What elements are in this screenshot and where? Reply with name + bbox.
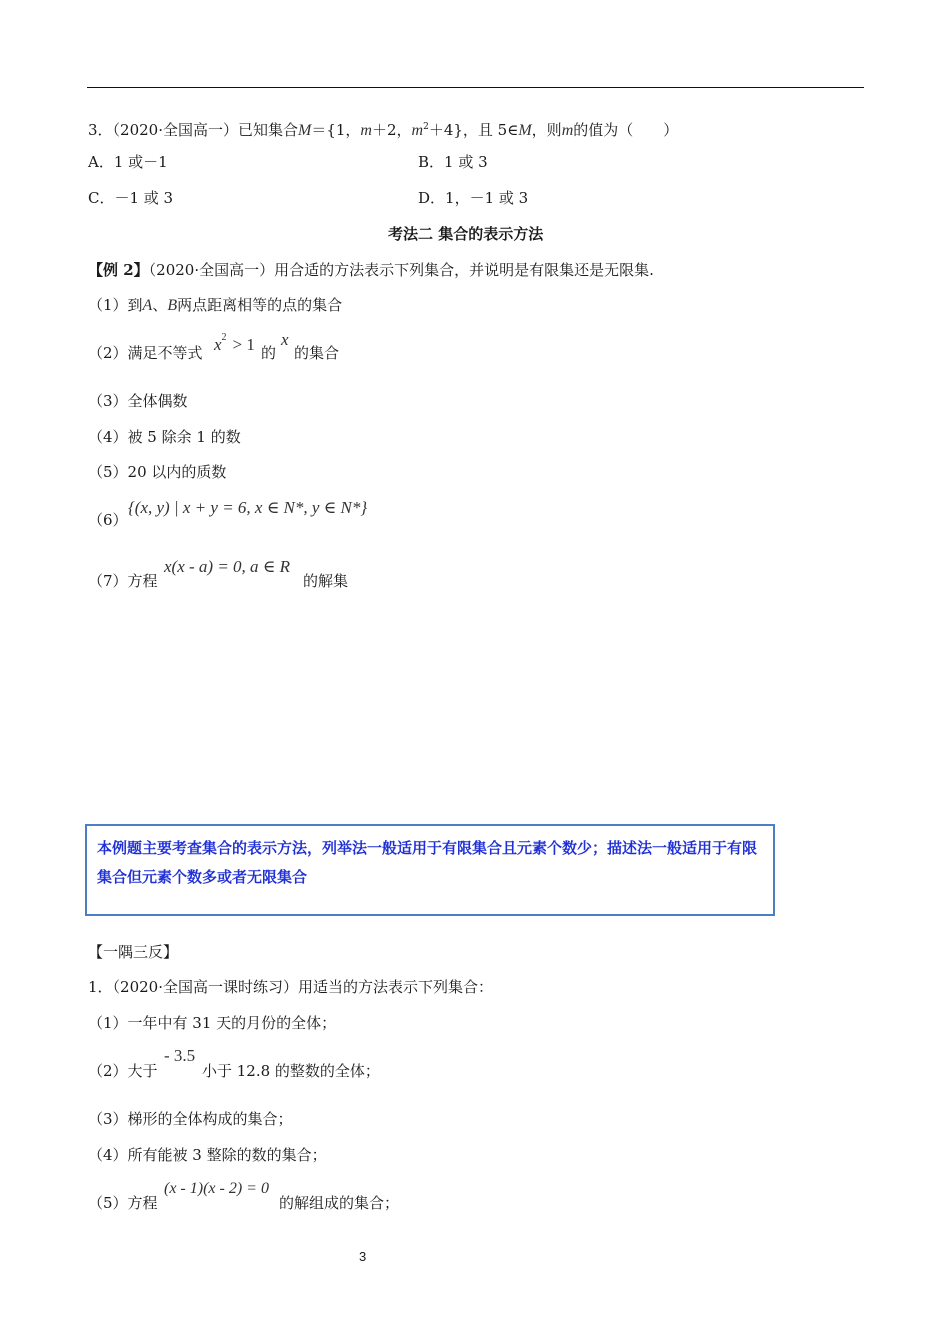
- item-2-var: x: [281, 330, 289, 349]
- question-3-stem: [88, 117, 678, 141]
- item-6-formula: {(x, y) | x + y = 6, x ∈ N*, y ∈ N*}: [128, 498, 368, 517]
- q3-tail-2: 的值为（ ）: [573, 121, 679, 139]
- q3-sup2: 2: [423, 122, 429, 132]
- option-b: B．1 或 3: [418, 153, 488, 171]
- header-rule: [87, 87, 864, 88]
- item-1-suffix: 两点距离相等的点的集合: [177, 296, 343, 314]
- summary-note-text: 本例题主要考查集合的表示方法，列举法一般适用于有限集合且元素个数少；描述法一般适用于有限集合但元素个数多或者无限集合: [97, 839, 758, 886]
- q3-m3: m: [561, 122, 574, 139]
- section-title: 考法二 集合的表示方法: [388, 225, 544, 243]
- example-2-stem: [88, 260, 654, 280]
- item-1-point-a: A: [142, 297, 153, 314]
- q3-set-body-2: ＋2，: [371, 121, 412, 139]
- item-1-prefix: （1）到: [88, 296, 143, 314]
- q3-set-body-1: ＝{1，: [311, 121, 361, 139]
- practice-item-2-suffix: 小于 12.8 的整数的全体；: [202, 1062, 380, 1080]
- example-item-2: （2）满足不等式: [88, 344, 203, 362]
- item-2-sup: 2: [221, 332, 227, 343]
- example-item-1: [88, 295, 342, 316]
- practice-item-5: （5）方程: [88, 1194, 158, 1212]
- item-2-mid: 的: [261, 344, 277, 362]
- practice-item-4: （4）所有能被 3 整除的数的集合；: [88, 1146, 327, 1164]
- item-7-suffix: 的解集: [303, 572, 349, 590]
- q3-set-body-3: ＋4}，且 5∈: [428, 121, 519, 139]
- item-2-inequality: [214, 332, 255, 355]
- option-c: C．－1 或 3: [88, 189, 174, 207]
- q3-m1: m: [360, 122, 372, 139]
- example-item-7: （7）方程: [88, 572, 158, 590]
- example-item-5: （5）20 以内的质数: [88, 463, 227, 481]
- practice-item-2: （2）大于: [88, 1062, 158, 1080]
- practice-item-3: （3）梯形的全体构成的集合；: [88, 1110, 293, 1128]
- summary-note-box: [85, 824, 775, 916]
- practice-item-2-formula: - 3.5: [164, 1046, 196, 1065]
- example-item-3: （3）全体偶数: [88, 392, 188, 410]
- option-d: D．1，－1 或 3: [418, 189, 529, 207]
- page-number: 3: [359, 1249, 367, 1264]
- example-2-text: （2020·全国高一）用合适的方法表示下列集合，并说明是有限集还是无限集.: [148, 261, 654, 279]
- item-2-x: x: [214, 335, 222, 354]
- item-1-point-b: B: [167, 297, 178, 314]
- practice-item-1: （1）一年中有 31 天的月份的全体；: [88, 1014, 337, 1032]
- example-item-4: （4）被 5 除余 1 的数: [88, 428, 241, 446]
- item-2-suffix: 的集合: [294, 344, 340, 362]
- example-2-label: 【例 2】: [88, 261, 149, 279]
- item-7-formula: x(x - a) = 0, a ∈ R: [164, 557, 291, 576]
- q3-M2: M: [518, 122, 532, 139]
- practice-label: 【一隅三反】: [88, 943, 179, 961]
- q3-set-var: M: [298, 122, 312, 139]
- practice-question-1: 1．（2020·全国高一课时练习）用适当的方法表示下列集合：: [88, 978, 493, 996]
- item-1-sep: 、: [152, 296, 168, 314]
- example-item-6-label: （6）: [88, 511, 128, 529]
- option-a: A．1 或－1: [88, 153, 168, 171]
- practice-item-5-suffix: 的解组成的集合；: [279, 1194, 400, 1212]
- practice-item-5-formula: (x - 1)(x - 2) = 0: [164, 1180, 269, 1197]
- item-2-rel: > 1: [232, 335, 255, 354]
- q3-m2: m: [411, 122, 424, 139]
- q3-tail-1: ，则: [531, 121, 562, 139]
- q3-stem-text: 3．（2020·全国高一）已知集合: [88, 121, 298, 139]
